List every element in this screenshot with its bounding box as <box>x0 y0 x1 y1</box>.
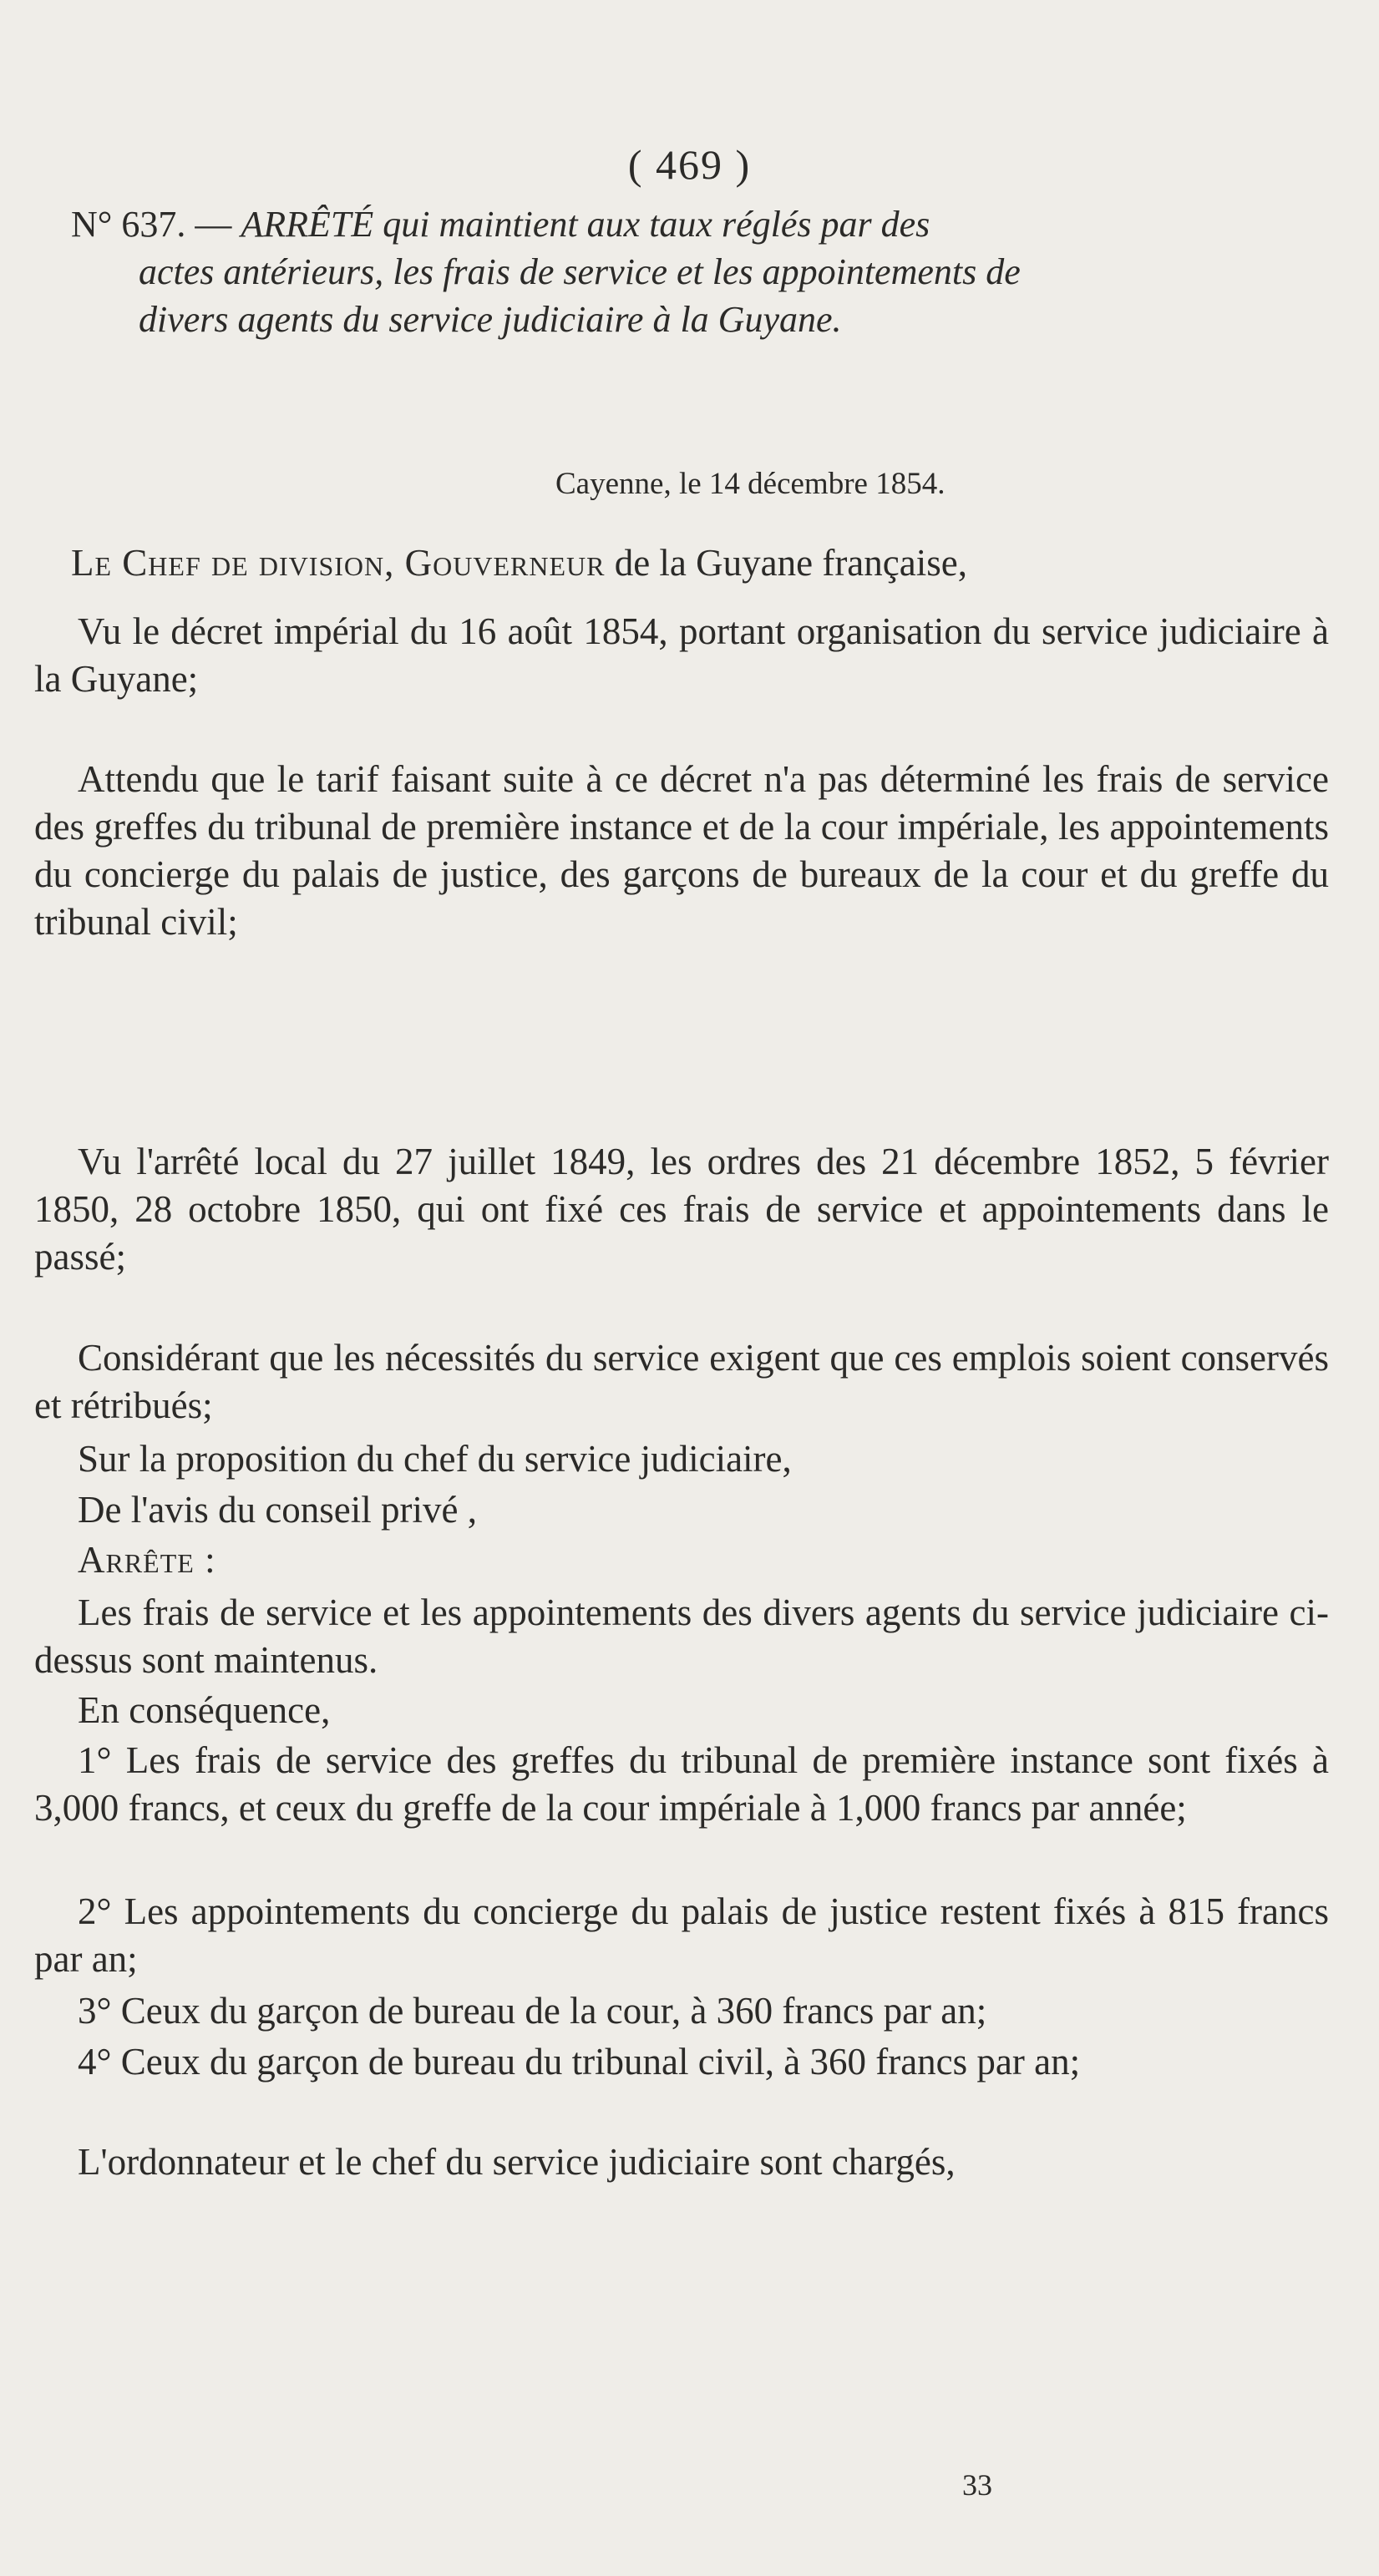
decree-title-line-2: actes antérieurs, les frais de service et les appointements de <box>139 251 1021 292</box>
paragraph: Vu l'arrêté local du 27 juillet 1849, les ordres des 21 décembre 1852, 5 février 1850, 28 octobre 1850, qui ont fixé ces frais de service et appointements dans le passé; <box>34 1141 1329 1278</box>
issuer-title: Le Chef de division, Gouverneur <box>71 542 606 584</box>
article: En conséquence, <box>78 1689 331 1731</box>
paragraph: Considérant que les nécessités du service exigent que ces emplois soient conservés et rétribués; <box>34 1337 1329 1426</box>
paragraph: De l'avis du conseil privé , <box>78 1489 477 1531</box>
paragraph: Sur la proposition du chef du service judiciaire, <box>78 1438 792 1480</box>
article: L'ordonnateur et le chef du service judiciaire sont chargés, <box>78 2141 956 2183</box>
page-number: ( 469 ) <box>627 141 752 188</box>
decree-number: N° 637. — <box>71 204 232 245</box>
paragraph: Attendu que le tarif faisant suite à ce décret n'a pas déterminé les frais de service des greffes du tribunal de première instance et de la cour impériale, les appointements du concierge du palais de justice, des garçons de bureaux de la cour et du greffe du tribunal civil; <box>34 758 1329 943</box>
issuer-heading <box>71 541 1316 585</box>
place-date: Cayenne, le 14 décembre 1854. <box>555 467 946 501</box>
article: 3° Ceux du garçon de bureau de la cour, à 360 francs par an; <box>78 1990 987 2032</box>
issuer-territory: de la Guyane française, <box>614 542 967 584</box>
article: 1° Les frais de service des greffes du tribunal de première instance sont fixés à 3,000 francs, et ceux du greffe de la cour impériale à 1,000 francs par année; <box>34 1739 1329 1829</box>
article: Les frais de service et les appointements des divers agents du service judiciaire ci-dessus sont maintenus. <box>34 1592 1329 1681</box>
decree-title-line-3: divers agents du service judiciaire à la Guyane. <box>139 299 842 340</box>
decree-title <box>71 200 1282 343</box>
paragraph: Vu le décret impérial du 16 août 1854, portant organisation du service judiciaire à la Guyane; <box>34 610 1329 700</box>
decree-title-line-1: ARRÊTÉ qui maintient aux taux réglés par des <box>241 204 930 245</box>
signature-mark: 33 <box>962 2468 992 2502</box>
article: 2° Les appointements du concierge du palais de justice restent fixés à 815 francs par an; <box>34 1890 1329 1980</box>
article: 4° Ceux du garçon de bureau du tribunal civil, à 360 francs par an; <box>78 2041 1081 2083</box>
arrete-label: Arrête : <box>78 1539 216 1581</box>
